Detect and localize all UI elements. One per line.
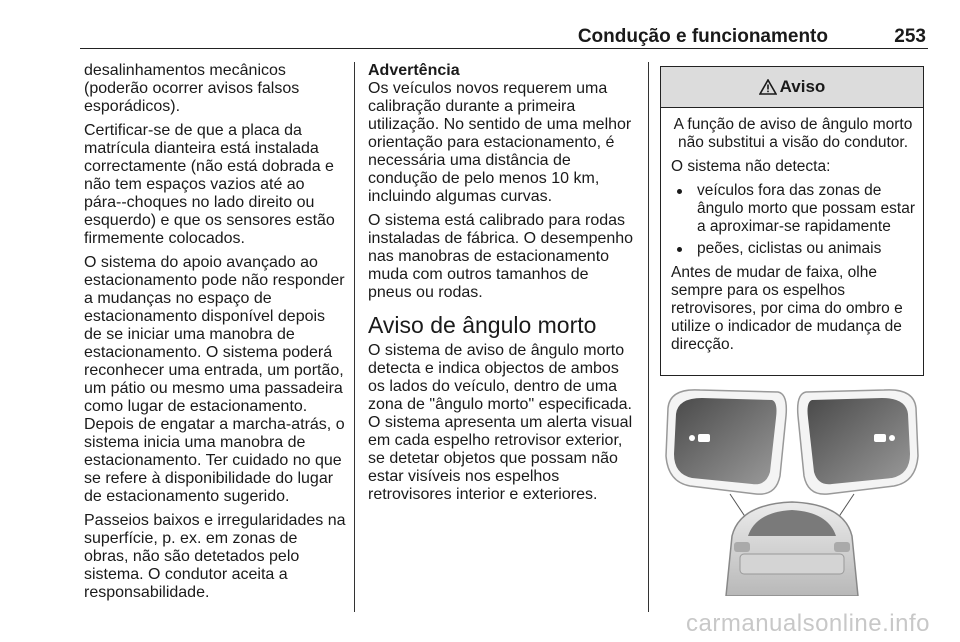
warning-header (661, 67, 923, 108)
car-rear-view (726, 502, 858, 596)
warning-body (661, 108, 923, 354)
column-divider (648, 62, 649, 612)
chapter-title: Condução e funcionamento (577, 26, 828, 47)
paragraph: Certificar-se de que a placa da matrícula dianteira está instalada correctamente (não está dobrada e não tem espaços vazios até ao pára--choques no lado direito ou esquerdo) e que os sensores estão firmemente colocados. (84, 122, 335, 247)
paragraph: O sistema está calibrado para rodas instaladas de fábrica. O desempenho nas manobras de estacionamento muda com outros tamanhos de pneus ou rodas. (368, 212, 634, 301)
right-mirror (798, 390, 918, 494)
left-mirror (666, 390, 786, 494)
note-title: Advertência (368, 62, 460, 79)
paragraph: Passeios baixos e irregularidades na superfície, p. ex. em zonas de obras, não são detetados pelo sistema. O condutor aceita a responsabilidade. (84, 512, 346, 601)
page-header (80, 18, 928, 49)
blind-spot-alert-icon (689, 434, 710, 442)
column-middle (368, 62, 636, 510)
note-text: Os veículos novos requerem uma calibração durante a primeira utilização. No sentido de uma melhor orientação para estacionamento, é necessária uma distância de condução de pelo menos 10 km, incluindo algumas curvas. (368, 80, 632, 205)
page-number: 253 (894, 26, 926, 47)
blind-spot-alert-icon (874, 434, 895, 442)
column-divider (354, 62, 355, 612)
watermark: carmanualsonline.info (686, 610, 930, 637)
list-item: veículos fora das zonas de ângulo morto que possam estar a aproximar-se rapidamente (671, 182, 915, 236)
warning-triangle-icon (759, 79, 777, 95)
mirror-car-illustration (660, 386, 924, 596)
warning-outro: Antes de mudar de faixa, olhe sempre para os espelhos retrovisores, por cima do ombro e utilize o indicador de mudança de direcção. (671, 264, 903, 353)
warning-box (660, 66, 924, 376)
paragraph: desalinhamentos mecânicos (poderão ocorrer avisos falsos esporádicos). (84, 62, 300, 115)
warning-title: Aviso (779, 77, 826, 96)
warning-intro: A função de aviso de ângulo morto não substitui a visão do condutor. (673, 116, 913, 151)
paragraph: O sistema de aviso de ângulo morto detecta e indica objectos de ambos os lados do veículo, dentro de uma zona de "ângulo morto" especificada. O sistema apresenta um alerta visual em cada espelho retrovisor exterior, se detetar objetos que possam não estar visíveis nos espelhos retrovisores interior e exteriores. (368, 342, 633, 503)
column-left (84, 62, 346, 608)
blind-spot-illustration (660, 386, 924, 596)
section-title: Aviso de ângulo morto (368, 312, 597, 338)
warning-lead: O sistema não detecta: (671, 158, 831, 175)
list-item: peões, ciclistas ou animais (671, 240, 915, 258)
paragraph: O sistema do apoio avançado ao estacionamento pode não responder a mudanças no espaço de estacionamento disponível depois de se iniciar uma manobra de estacionamento. O sistema poderá reconhecer uma entrada, um portão, um pátio ou mesmo uma passadeira como lugar de estacionamento. Depois de engatar a marcha-atrás, o sistema inicia uma manobra de estacionamento. Ter cuidado no que se refere à disponibilidade do lugar de estacionamento sugerido. (84, 254, 345, 505)
warning-list (671, 182, 915, 258)
